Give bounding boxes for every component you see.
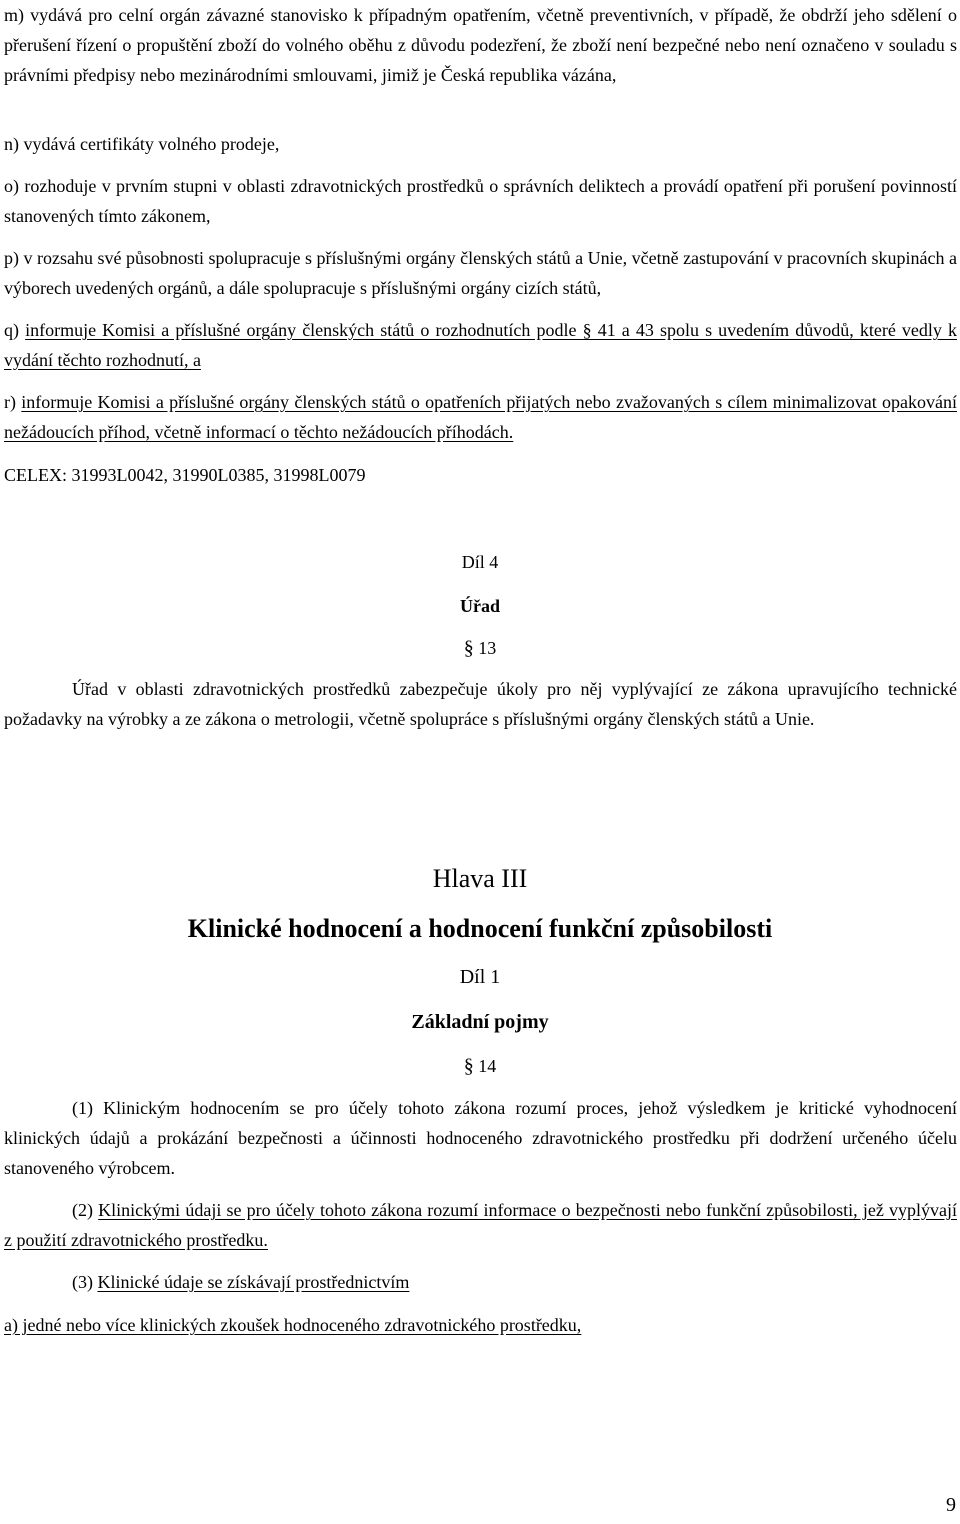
paragraph-r — [4, 387, 957, 447]
celex-text: CELEX: 31993L0042, 31990L0385, 31998L0079 — [4, 465, 366, 485]
part-4-heading: Díl 4 — [461, 552, 499, 572]
part-1-heading: Díl 1 — [459, 966, 501, 988]
section-13-text — [4, 674, 957, 734]
paragraph-m — [4, 0, 957, 90]
section-13-heading — [0, 634, 960, 662]
item-a-text: a) jedné nebo více klinických zkoušek hodnoceného zdravotnického prostředku, — [4, 1315, 582, 1335]
section-sign: § — [463, 1055, 474, 1077]
paragraph-o-text: o) rozhoduje v prvním stupni v oblasti zdravotnických prostředků o správních deliktech a provádí opatření při porušení povinností stanovených tímto zákonem, — [4, 176, 957, 226]
paragraph-m-text: m) vydává pro celní orgán závazné stanovisko k případným opatřením, včetně preventivních, v případě, že obdrží jeho sdělení o přerušení řízení o propuštění zboží do volného oběhu z důvodu podezření, že zboží není bezpečné nebo není označeno v souladu s právními předpisy nebo mezinárodními smlouvami, jimiž je Česká republika vázána, — [4, 5, 957, 85]
section-sign: § — [463, 637, 474, 659]
paragraph-p-text: p) v rozsahu své působnosti spolupracuje s příslušnými orgány členských států a Unie, včetně zastupování v pracovních skupinách a výborech uvedených orgánů, a dále spolupracuje s příslušnými orgány cizích států, — [4, 248, 957, 298]
paragraph-r-amendment: informuje Komisi a příslušné orgány členských států o opatřeních přijatých nebo zvažovaných s cílem minimalizovat opakování nežádoucích příhod, včetně informací o těchto nežádoucích příhodách. — [4, 392, 957, 442]
paragraph-q-prefix: q) — [4, 320, 26, 340]
page-number: 9 — [946, 1494, 956, 1516]
paragraph-n-text: n) vydává certifikáty volného prodeje, — [4, 134, 280, 154]
para-3-amendment: Klinické údaje se získávají prostřednictvím — [97, 1272, 410, 1292]
hlava-heading: Hlava III — [432, 864, 528, 893]
para-2-prefix: (2) — [72, 1200, 99, 1220]
paragraph-p — [4, 243, 957, 303]
part-1-title: Základní pojmy — [411, 1011, 549, 1033]
section-14-para-1 — [4, 1093, 957, 1183]
celex-reference — [4, 460, 957, 490]
section-14-para-2 — [4, 1195, 957, 1255]
part-4-title: Úřad — [460, 596, 500, 616]
section-14-item-a — [4, 1310, 957, 1340]
section-14-para-3 — [72, 1267, 952, 1297]
section-14-number: 14 — [478, 1056, 497, 1076]
section-14-heading — [0, 1052, 960, 1080]
paragraph-q-amendment: informuje Komisi a příslušné orgány členských států o rozhodnutích podle § 41 a 43 spolu s uvedením důvodů, které vedly k vydání těchto rozhodnutí, a — [4, 320, 957, 370]
paragraph-n — [4, 129, 957, 159]
section-13-number: 13 — [478, 638, 497, 658]
paragraph-q — [4, 315, 957, 375]
paragraph-o — [4, 171, 957, 231]
section-13-body: Úřad v oblasti zdravotnických prostředků zabezpečuje úkoly pro něj vyplývající ze zákona upravujícího technické požadavky na výrobky a ze zákona o metrologii, včetně spolupráce s příslušnými orgány členských států a Unie. — [4, 679, 957, 729]
section-14-para-1-text: (1) Klinickým hodnocením se pro účely tohoto zákona rozumí proces, jehož výsledkem je kritické vyhodnocení klinických údajů a prokázání bezpečnosti a účinnosti hodnoceného zdravotnického prostředku při dodržení určeného účelu stanoveného výrobcem. — [4, 1098, 957, 1178]
hlava-title: Klinické hodnocení a hodnocení funkční způsobilosti — [187, 914, 773, 943]
para-3-prefix: (3) — [72, 1272, 98, 1292]
paragraph-r-prefix: r) — [4, 392, 22, 412]
para-2-amendment: Klinickými údaji se pro účely tohoto zákona rozumí informace o bezpečnosti nebo funkční způsobilosti, jež vyplývají z použití zdravotnického prostředku. — [4, 1200, 957, 1250]
